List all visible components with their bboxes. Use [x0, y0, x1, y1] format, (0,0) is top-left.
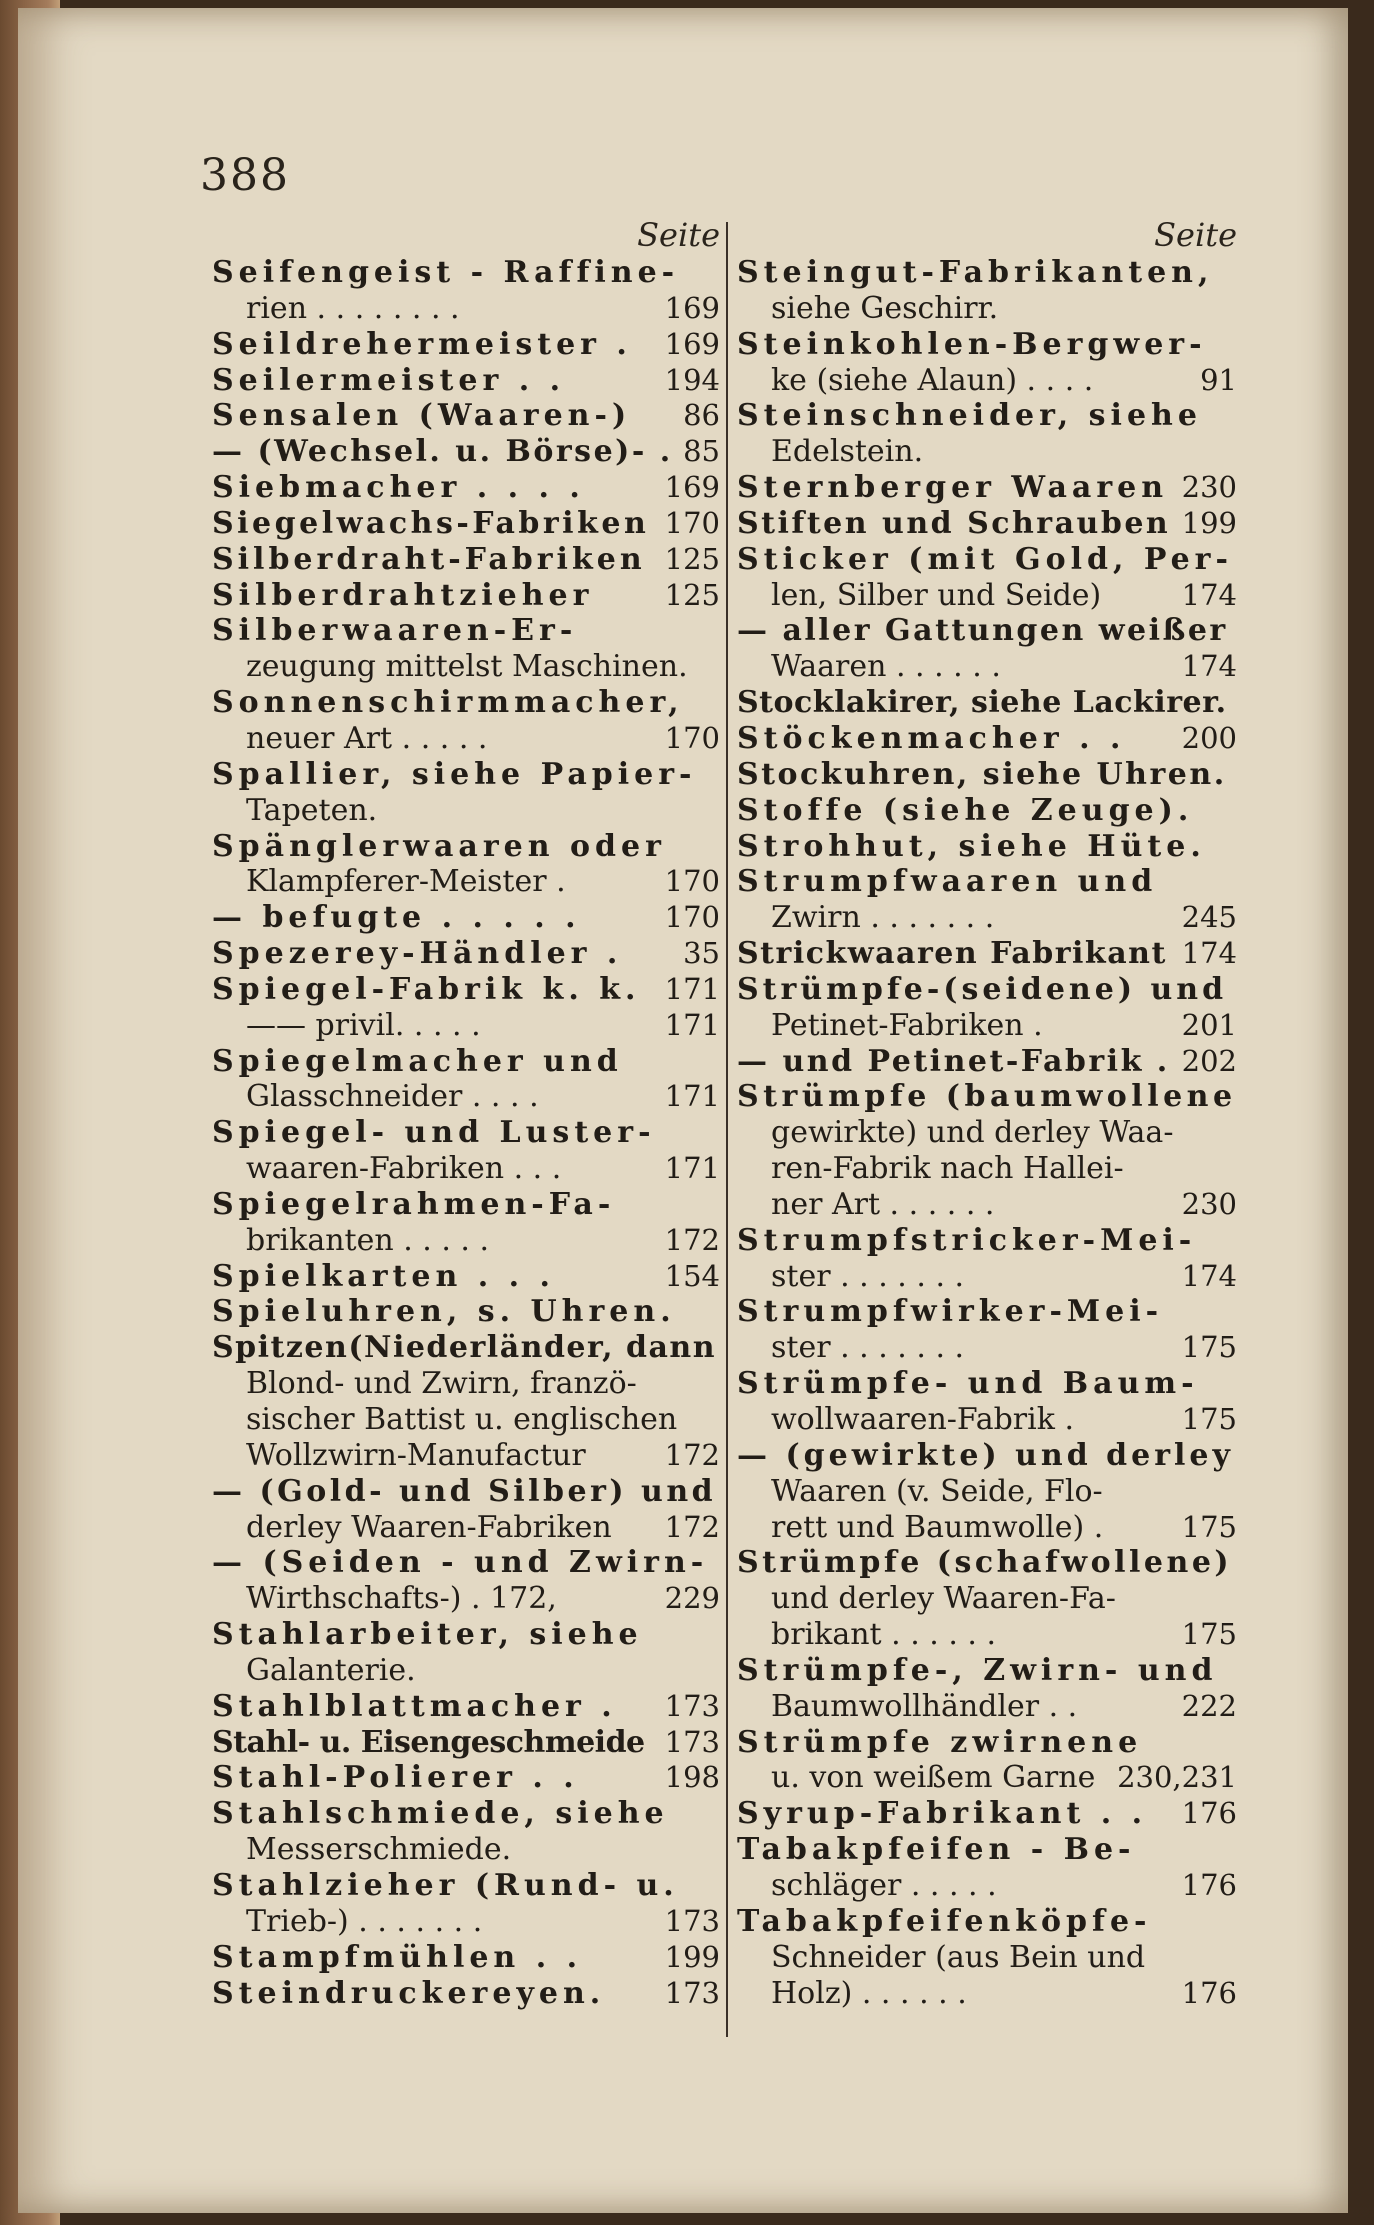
index-entry-page-number: 169 — [664, 326, 720, 361]
index-entry — [737, 936, 1237, 972]
index-entry-text: Spiegel- und Luster- — [212, 1115, 656, 1151]
index-entry-page-number: 85 — [683, 434, 720, 469]
index-entry-page-number: 245 — [1181, 900, 1237, 935]
index-entry-text: Tabakpfeifenköpfe- — [737, 1903, 1152, 1939]
index-entry — [212, 542, 720, 578]
index-entry-text: Stockuhren, siehe Uhren. — [737, 756, 1227, 792]
index-entry-text: Strümpfe-, Zwirn- und — [737, 1652, 1218, 1688]
index-entry-text: Stahlschmiede, siehe — [212, 1796, 669, 1832]
index-entry — [737, 864, 1237, 900]
index-entry-text: Siegelwachs-Fabriken — [212, 505, 650, 541]
index-entry — [212, 1259, 720, 1295]
index-entry — [212, 721, 720, 757]
index-entry-page-number: 170 — [664, 900, 720, 935]
index-entry — [212, 757, 720, 793]
index-entry — [212, 1617, 720, 1653]
index-entry — [737, 1330, 1237, 1366]
index-entry — [737, 1438, 1237, 1474]
index-entry — [212, 1044, 720, 1080]
index-entry-text: Stoffe (siehe Zeuge). — [737, 792, 1194, 828]
page-number: 388 — [200, 150, 290, 201]
index-entry — [737, 1725, 1237, 1761]
index-entry-page-number: 171 — [664, 1007, 720, 1042]
index-column-right — [737, 215, 1237, 2011]
index-entry-page-number: 174 — [1181, 577, 1237, 612]
index-entry — [212, 255, 720, 291]
index-entry-text: — (Wechsel. u. Börse)- . — [212, 434, 673, 470]
index-entry-page-number: 175 — [1181, 1402, 1237, 1436]
column-header-seite: Seite — [1154, 216, 1237, 254]
index-entry — [212, 613, 720, 649]
index-entry — [212, 578, 720, 614]
index-entry-text: Seildrehermeister . — [212, 326, 632, 362]
index-entry-text: Stocklakirer, siehe Lackirer. — [737, 685, 1227, 721]
index-entry — [737, 291, 1237, 327]
index-entry-text: waaren-Fabriken . . . — [246, 1151, 562, 1187]
index-entry-page-number: 175 — [1181, 1617, 1237, 1652]
index-entry — [737, 649, 1237, 685]
index-entry-page-number: 171 — [664, 971, 720, 1006]
index-entry — [212, 1438, 720, 1474]
index-entry-text: Waaren (v. Seide, Flo- — [771, 1473, 1103, 1509]
index-entry-text: wollwaaren-Fabrik . — [771, 1402, 1074, 1437]
index-entry-text: Spallier, siehe Papier- — [212, 756, 697, 792]
index-entry-text: Sternberger Waaren — [737, 470, 1169, 506]
index-entry — [212, 972, 720, 1008]
index-entry-page-number: 222 — [1181, 1688, 1237, 1723]
index-entry — [737, 1976, 1237, 2012]
index-entry-text: len, Silber und Seide) — [771, 577, 1102, 613]
index-entry-text: Stiften und Schrauben — [737, 505, 1171, 541]
index-entry — [737, 1868, 1237, 1904]
index-entry-text: Steinkohlen-Bergwer- — [737, 326, 1207, 362]
index-entry-text: Sonnenschirmmacher, — [212, 685, 684, 721]
index-entry — [212, 649, 720, 685]
index-entry-text: Glasschneider . . . . — [246, 1079, 539, 1115]
index-entry-text: siehe Geschirr. — [771, 290, 999, 326]
index-entry — [737, 1294, 1237, 1330]
index-entry — [212, 327, 720, 363]
index-entry — [212, 1940, 720, 1976]
index-entry-page-number: 174 — [1181, 1258, 1237, 1293]
index-entry-text: Seifengeist - Raffine- — [212, 255, 680, 290]
index-entry-text: brikant . . . . . . — [771, 1617, 997, 1653]
index-entry — [737, 398, 1237, 434]
index-entry — [212, 1079, 720, 1115]
index-entry-page-number: 173 — [664, 1903, 720, 1938]
index-entry-text: u. von weißem Garne — [771, 1760, 1096, 1796]
index-entry — [737, 972, 1237, 1008]
index-entry-page-number: 175 — [1181, 1509, 1237, 1544]
index-entry-text: Silberdrahtzieher — [212, 577, 594, 613]
index-entry — [212, 434, 720, 470]
index-entry-text: Silberdraht-Fabriken — [212, 541, 646, 577]
index-entry-text: Trieb-) . . . . . . . — [246, 1903, 483, 1939]
index-entry-text: Strümpfe (baumwollene — [737, 1079, 1237, 1115]
index-entry-page-number: 125 — [664, 577, 720, 612]
index-entry-page-number: 199 — [1181, 505, 1237, 540]
index-entry — [737, 506, 1237, 542]
index-entry — [212, 1760, 720, 1796]
index-entry-text: — (Gold- und Silber) und — [212, 1473, 717, 1509]
index-entry-text: Spiegelrahmen-Fa- — [212, 1186, 616, 1222]
index-entry-text: Spitzen(Niederländer, dann — [212, 1330, 717, 1366]
index-entry — [737, 363, 1237, 399]
index-entry-text: Schneider (aus Bein und — [771, 1939, 1146, 1975]
index-entry-text: rett und Baumwolle) . — [771, 1509, 1104, 1545]
index-entry — [737, 1187, 1237, 1223]
index-entry-text: Strümpfe zwirnene — [737, 1724, 1143, 1760]
index-entry-text: — und Petinet-Fabrik . — [737, 1043, 1170, 1079]
index-entry — [212, 1294, 720, 1330]
index-entry — [737, 1008, 1237, 1044]
index-entry-text: brikanten . . . . . — [246, 1222, 490, 1258]
index-entry — [212, 1581, 720, 1617]
index-entry-text: rien . . . . . . . . — [246, 290, 460, 326]
index-entry — [212, 363, 720, 399]
index-entry-text: ke (siehe Alaun) . . . . — [771, 362, 1094, 398]
index-entry — [212, 864, 720, 900]
index-entry-page-number: 174 — [1181, 649, 1237, 684]
index-entry-text: Strickwaaren Fabrikant — [737, 936, 1167, 972]
index-entry — [737, 1223, 1237, 1259]
index-entry-page-number: 35 — [683, 936, 720, 971]
index-entry-page-number: 229 — [664, 1581, 720, 1616]
index-entry-page-number: 175 — [1181, 1330, 1237, 1365]
index-entry-text: Klampferer-Meister . — [246, 864, 566, 900]
index-entry-text: —— privil. . . . . — [246, 1007, 481, 1043]
column-divider — [726, 222, 728, 2037]
index-entry-page-number: 230 — [1181, 1186, 1237, 1221]
index-entry-text: Seilermeister . . — [212, 362, 566, 398]
index-entry — [212, 1366, 720, 1402]
index-entry-text: Strohhut, siehe Hüte. — [737, 828, 1206, 864]
index-entry — [212, 470, 720, 506]
index-entry-text: ster . . . . . . . — [771, 1330, 965, 1366]
index-entry — [737, 1044, 1237, 1080]
index-entry-page-number: 154 — [664, 1258, 720, 1293]
index-entry-page-number: 172 — [664, 1509, 720, 1544]
index-entry — [737, 1115, 1237, 1151]
index-entry — [737, 542, 1237, 578]
index-entry-text: Wollzwirn-Manufactur — [246, 1437, 586, 1473]
index-entry — [212, 1545, 720, 1581]
index-entry-text: Edelstein. — [771, 434, 924, 470]
index-entry — [212, 1187, 720, 1223]
index-entry — [737, 1402, 1237, 1438]
index-entry-page-number: 176 — [1181, 1867, 1237, 1902]
index-entry-text: derley Waaren-Fabriken — [246, 1509, 612, 1545]
index-entry-text: Steinschneider, siehe — [737, 398, 1202, 434]
index-entry — [737, 757, 1237, 793]
index-entry — [212, 1832, 720, 1868]
index-entry-page-number: 200 — [1181, 720, 1237, 755]
index-entry-text: Spieluhren, s. Uhren. — [212, 1294, 676, 1330]
index-entry — [737, 1259, 1237, 1295]
index-entry-text: Tabakpfeifen - Be- — [737, 1832, 1136, 1868]
index-entry-page-number: 198 — [664, 1760, 720, 1795]
index-entry-text: — aller Gattungen weißer — [737, 613, 1228, 649]
index-entry-text: Petinet-Fabriken . — [771, 1007, 1043, 1043]
index-entry-page-number: 91 — [1200, 362, 1237, 397]
index-entry — [737, 721, 1237, 757]
index-entry-text: Baumwollhändler . . — [771, 1688, 1078, 1724]
index-entry-page-number: 173 — [664, 1688, 720, 1723]
index-entry — [212, 1653, 720, 1689]
index-entry — [737, 1079, 1237, 1115]
index-entry-text: ner Art . . . . . . — [771, 1186, 995, 1222]
index-entry-text: Galanterie. — [246, 1652, 416, 1688]
index-entry — [737, 1151, 1237, 1187]
index-entry-text: Zwirn . . . . . . . — [771, 900, 995, 936]
index-entry-text: Spezerey-Händler . — [212, 936, 623, 972]
index-entry — [212, 1330, 720, 1366]
index-entry-text: Sensalen (Waaren-) — [212, 398, 632, 434]
index-entry — [212, 1725, 720, 1761]
index-entry — [737, 1760, 1237, 1796]
index-entry — [737, 1904, 1237, 1940]
index-entry — [212, 1474, 720, 1510]
column-header-seite: Seite — [637, 216, 720, 254]
index-entry-text: Tapeten. — [246, 792, 378, 828]
index-entry — [212, 900, 720, 936]
index-entry — [737, 1796, 1237, 1832]
index-entry-page-number: 170 — [664, 505, 720, 540]
index-entry-text: Waaren . . . . . . — [771, 649, 1001, 685]
index-entry-text: sischer Battist u. englischen — [246, 1402, 678, 1437]
index-entry — [212, 1151, 720, 1187]
index-entry — [212, 1976, 720, 2012]
index-entry — [737, 1689, 1237, 1725]
index-entry-page-number: 201 — [1181, 1007, 1237, 1042]
index-entry-page-number: 169 — [664, 470, 720, 505]
index-entry-text: Strümpfe- und Baum- — [737, 1366, 1199, 1402]
index-entry — [212, 829, 720, 865]
index-entry — [737, 829, 1237, 865]
index-entry — [212, 1008, 720, 1044]
index-entry-text: Strumpfwaaren und — [737, 864, 1158, 900]
index-entry — [737, 1545, 1237, 1581]
index-entry — [212, 1904, 720, 1940]
index-entry-page-number: 194 — [664, 362, 720, 397]
index-entry — [737, 613, 1237, 649]
index-entry — [737, 1940, 1237, 1976]
index-entry-text: gewirkte) und derley Waa- — [771, 1115, 1174, 1151]
index-entry-page-number: 173 — [664, 1975, 720, 2010]
index-entry-page-number: 172 — [664, 1222, 720, 1257]
index-entry-page-number: 230 — [1181, 470, 1237, 505]
index-entry-text: Stahl- u. Eisengeschmeide — [212, 1724, 645, 1760]
index-entry-text: Wirthschafts-) . 172, — [246, 1581, 557, 1617]
index-entry-page-number: 125 — [664, 541, 720, 576]
index-entry — [737, 1653, 1237, 1689]
index-entry-page-number: 174 — [1181, 936, 1237, 971]
index-entry-page-number: 169 — [664, 290, 720, 325]
index-entry — [212, 506, 720, 542]
index-entry-text: Messerschmiede. — [246, 1832, 512, 1868]
index-entry — [737, 685, 1237, 721]
index-entry — [212, 398, 720, 434]
index-entry-page-number: 172 — [664, 1437, 720, 1472]
index-entry-text: Stampfmühlen . . — [212, 1939, 583, 1975]
index-entry-text: Sticker (mit Gold, Per- — [737, 541, 1233, 577]
index-entry — [212, 1796, 720, 1832]
index-entry — [737, 255, 1237, 291]
index-entry — [737, 793, 1237, 829]
index-entry — [737, 1832, 1237, 1868]
index-entry — [737, 327, 1237, 363]
index-entry — [212, 1689, 720, 1725]
index-entry-text: Silberwaaren-Er- — [212, 613, 578, 649]
index-entry-page-number: 171 — [664, 1151, 720, 1186]
index-entry — [737, 470, 1237, 506]
index-entry-text: Strümpfe (schafwollene) — [737, 1545, 1233, 1581]
index-entry — [737, 1581, 1237, 1617]
index-entry-text: Spiegelmacher und — [212, 1043, 623, 1079]
index-entry-text: Blond- und Zwirn, franzö- — [246, 1366, 637, 1402]
index-column-left — [212, 215, 720, 2011]
index-entry — [737, 900, 1237, 936]
index-entry-text: Syrup-Fabrikant . . — [737, 1796, 1148, 1832]
index-entry-text: ren-Fabrik nach Hallei- — [771, 1151, 1124, 1187]
index-entry-text: Strumpfwirker-Mei- — [737, 1294, 1164, 1330]
index-entry-page-number: 176 — [1181, 1796, 1237, 1831]
index-entry-text: — (Seiden - und Zwirn- — [212, 1545, 709, 1581]
index-entry-text: Stahlzieher (Rund- u. — [212, 1867, 679, 1903]
index-entry-text: Strumpfstricker-Mei- — [737, 1222, 1197, 1258]
index-entry — [737, 1474, 1237, 1510]
index-entry-page-number: 176 — [1181, 1975, 1237, 2010]
index-entry-page-number: 170 — [664, 864, 720, 899]
index-entry-text: Spänglerwaaren oder — [212, 828, 666, 864]
index-entry-text: Steingut-Fabrikanten, — [737, 255, 1214, 290]
index-entry — [212, 1402, 720, 1438]
index-entry-page-number: 173 — [664, 1724, 720, 1759]
index-entry-text: Holz) . . . . . . — [771, 1975, 967, 2011]
index-entry-text: — befugte . . . . . — [212, 900, 581, 936]
index-entry — [212, 1510, 720, 1546]
index-entry — [212, 1868, 720, 1904]
index-entry-text: Spielkarten . . . — [212, 1258, 555, 1294]
index-entry-text: Stahlarbeiter, siehe — [212, 1617, 643, 1653]
index-entry — [212, 291, 720, 327]
index-entry — [737, 578, 1237, 614]
index-entry — [212, 1223, 720, 1259]
index-entry-text: Spiegel-Fabrik k. k. — [212, 971, 641, 1007]
index-entry-page-number: 199 — [664, 1939, 720, 1974]
index-entry-page-number: 202 — [1181, 1043, 1237, 1078]
index-entry-text: zeugung mittelst Maschinen. — [246, 649, 688, 685]
index-entry — [737, 1366, 1237, 1402]
index-entry — [212, 936, 720, 972]
index-entry-text: Siebmacher . . . . — [212, 470, 585, 506]
index-entry — [212, 685, 720, 721]
index-entry-text: neuer Art . . . . . — [246, 720, 488, 756]
index-entry-text: schläger . . . . . — [771, 1867, 997, 1903]
index-entry-page-number: 86 — [683, 398, 720, 433]
index-entry-text: Steindruckereyen. — [212, 1975, 606, 2011]
index-entry-text: ster . . . . . . . — [771, 1258, 965, 1294]
index-entry-text: und derley Waaren-Fa- — [771, 1581, 1116, 1617]
index-entry-text: Stahlblattmacher . — [212, 1688, 617, 1724]
index-entry — [737, 434, 1237, 470]
index-entry-text: Stöckenmacher . . — [737, 720, 1126, 756]
index-entry — [212, 1115, 720, 1151]
index-entry — [212, 793, 720, 829]
index-entry-page-number: 171 — [664, 1079, 720, 1114]
index-entry — [737, 1617, 1237, 1653]
index-entry-text: — (gewirkte) und derley — [737, 1437, 1234, 1473]
index-entry-page-number: 230,231 — [1117, 1760, 1237, 1795]
index-entry-text: Stahl-Polierer . . — [212, 1760, 579, 1796]
index-entry — [737, 1510, 1237, 1546]
index-entry-text: Strümpfe-(seidene) und — [737, 971, 1228, 1007]
index-entry-page-number: 170 — [664, 720, 720, 755]
